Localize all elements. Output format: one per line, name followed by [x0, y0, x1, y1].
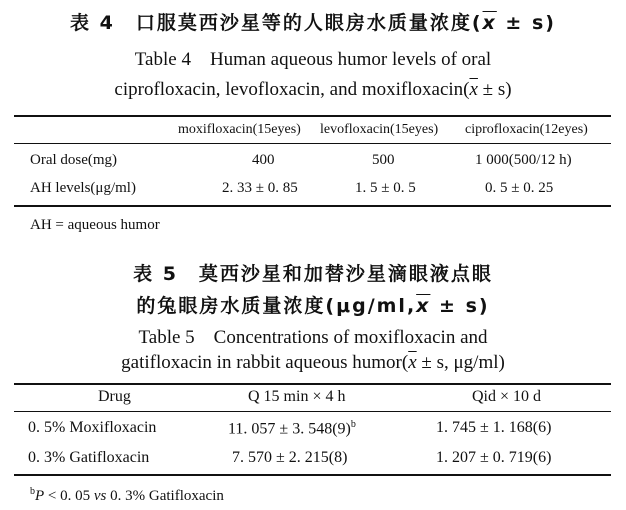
table4-row-label: Oral dose(mg)	[30, 152, 118, 168]
footnote-tail: 0. 3% Gatifloxacin	[106, 488, 224, 504]
table4-bottom-rule	[14, 205, 611, 207]
pm-s: ± s)	[496, 12, 556, 34]
table4-title-cn-main: 表 4 口服莫西沙星等的人眼房水质量浓度(	[70, 12, 483, 34]
table5-title-en-1: Table 5 Concentrations of moxifloxacin and	[138, 327, 488, 348]
table5-cell: 1. 207 ± 0. 719(6)	[436, 449, 552, 466]
table4-footnote: AH = aqueous humor	[30, 217, 160, 233]
footnote-marker: b	[30, 486, 35, 497]
pm-s: ± s)	[477, 79, 512, 100]
xbar-symbol: $\overline{x}$	[408, 352, 417, 373]
table5-title-cn-2	[0, 291, 626, 318]
table5-col-header: Q 15 min × 4 h	[248, 388, 346, 405]
table4-cell: 1 000(500/12 h)	[475, 152, 572, 168]
table5-drug: 0. 3% Gatifloxacin	[28, 449, 150, 466]
table4-cell: 500	[372, 152, 395, 168]
table4-title-en-2-main: ciprofloxacin, levofloxacin, and moxifloxacin(	[114, 79, 470, 100]
table4-row-label: AH levels(μg/ml)	[30, 180, 136, 196]
table4-cell: 1. 5 ± 0. 5	[355, 180, 416, 196]
table4-col-header: ciprofloxacin(12eyes)	[465, 122, 588, 137]
table4-col-header: moxifloxacin(15eyes)	[178, 122, 301, 137]
footnote-vs: vs	[93, 488, 107, 504]
table5-top-rule	[14, 383, 611, 385]
xbar-symbol: $\overline{x}$	[482, 12, 497, 34]
table5-bottom-rule	[14, 474, 611, 476]
table5-title-cn-2-main: 的兔眼房水质量浓度(μg/ml,	[136, 295, 417, 317]
table4-top-rule	[14, 115, 611, 117]
table5-drug: 0. 5% Moxifloxacin	[28, 419, 157, 436]
table5-value: 11. 057 ± 3. 548(9)	[228, 420, 351, 438]
footnote-marker: b	[350, 419, 356, 430]
table5-cell	[228, 419, 356, 438]
table5-title-en-2-main: gatifloxacin in rabbit aqueous humor(	[121, 352, 409, 373]
table5-col-header: Drug	[98, 388, 131, 405]
pm-s: ± s)	[430, 295, 490, 317]
xbar-symbol: $\overline{x}$	[469, 79, 478, 100]
table4-col-header: levofloxacin(15eyes)	[320, 122, 439, 137]
xbar-symbol: $\overline{x}$	[416, 295, 431, 317]
table4-title-cn	[0, 8, 626, 35]
table5-title-en-2-tail: ± s, μg/ml)	[416, 352, 505, 373]
table5-header-rule	[14, 411, 611, 412]
table5-cell: 1. 745 ± 1. 168(6)	[436, 419, 552, 436]
table4-title-en-1: Table 4 Human aqueous humor levels of oral	[134, 49, 492, 70]
footnote-text: < 0. 05	[44, 488, 94, 504]
table4-title-en-2	[0, 79, 626, 101]
table5-title-en-2	[0, 352, 626, 374]
table5-cell: 7. 570 ± 2. 215(8)	[232, 449, 348, 466]
table4-header-rule	[14, 143, 611, 144]
table5-footnote	[30, 486, 224, 505]
table4-cell: 2. 33 ± 0. 85	[222, 180, 298, 196]
table4-cell: 400	[252, 152, 275, 168]
footnote-p: P	[35, 488, 45, 504]
table5-col-header: Qid × 10 d	[472, 388, 542, 405]
table5-title-cn-1: 表 5 莫西沙星和加替沙星滴眼液点眼	[133, 263, 493, 285]
table4-cell: 0. 5 ± 0. 25	[485, 180, 554, 196]
